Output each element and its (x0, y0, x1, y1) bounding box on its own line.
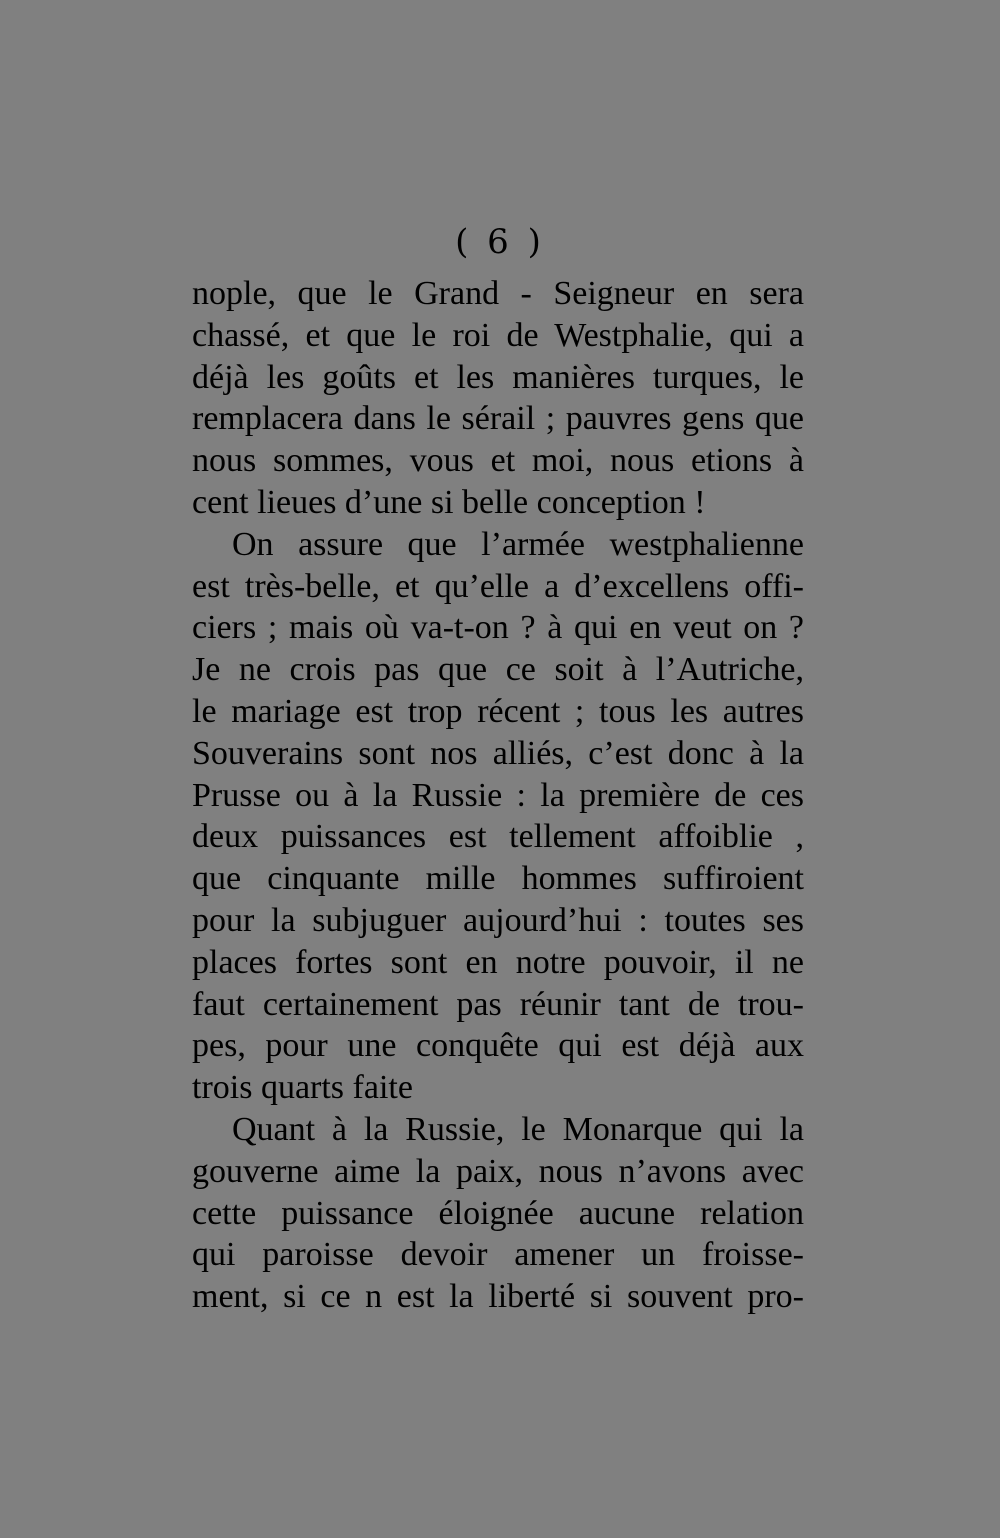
text-line: Je ne crois pas que ce soit à l’Autriche, (192, 651, 804, 689)
text-line: est très-belle, et qu’elle a d’excellens offi- (192, 567, 804, 605)
text-line: places fortes sont en notre pouvoir, il ne (192, 943, 804, 981)
text-line: deux puissances est tellement affoiblie , (192, 818, 804, 856)
text-line: déjà les goûts et les manières turques, le (192, 358, 804, 396)
text-line: nous sommes, vous et moi, nous etions à (192, 442, 804, 480)
text-line: ment, si ce n est la liberté si souvent pro- (192, 1278, 804, 1316)
text-line: Prusse ou à la Russie : la première de ces (192, 776, 804, 814)
text-line: chassé, et que le roi de Westphalie, qui a (192, 316, 804, 354)
text-line: Quant à la Russie, le Monarque qui la (232, 1110, 804, 1148)
body-text (192, 273, 804, 1318)
text-line: cent lieues d’une si belle conception ! (192, 483, 706, 521)
text-line: qui paroisse devoir amener un froisse- (192, 1236, 804, 1274)
text-line: faut certainement pas réunir tant de trou- (192, 985, 804, 1023)
text-line: cette puissance éloignée aucune relation (192, 1194, 804, 1232)
text-line: que cinquante mille hommes suffiroient (192, 860, 804, 898)
text-line: pes, pour une conquête qui est déjà aux (192, 1027, 804, 1065)
text-line: gouverne aime la paix, nous n’avons avec (192, 1152, 804, 1190)
text-line: pour la subjuguer aujourd’hui : toutes ses (192, 901, 804, 939)
text-line: le mariage est trop récent ; tous les autres (192, 692, 804, 730)
text-line: nople, que le Grand - Seigneur en sera (192, 275, 804, 312)
text-line: On assure que l’armée westphalienne (232, 525, 804, 563)
text-line: trois quarts faite (192, 1069, 413, 1107)
text-line: Souverains sont nos alliés, c’est donc à la (192, 734, 804, 772)
text-line: remplacera dans le sérail ; pauvres gens que (192, 400, 804, 438)
page-number: ( 6 ) (455, 222, 545, 262)
text-line: ciers ; mais où va-t-on ? à qui en veut on ? (192, 609, 804, 647)
